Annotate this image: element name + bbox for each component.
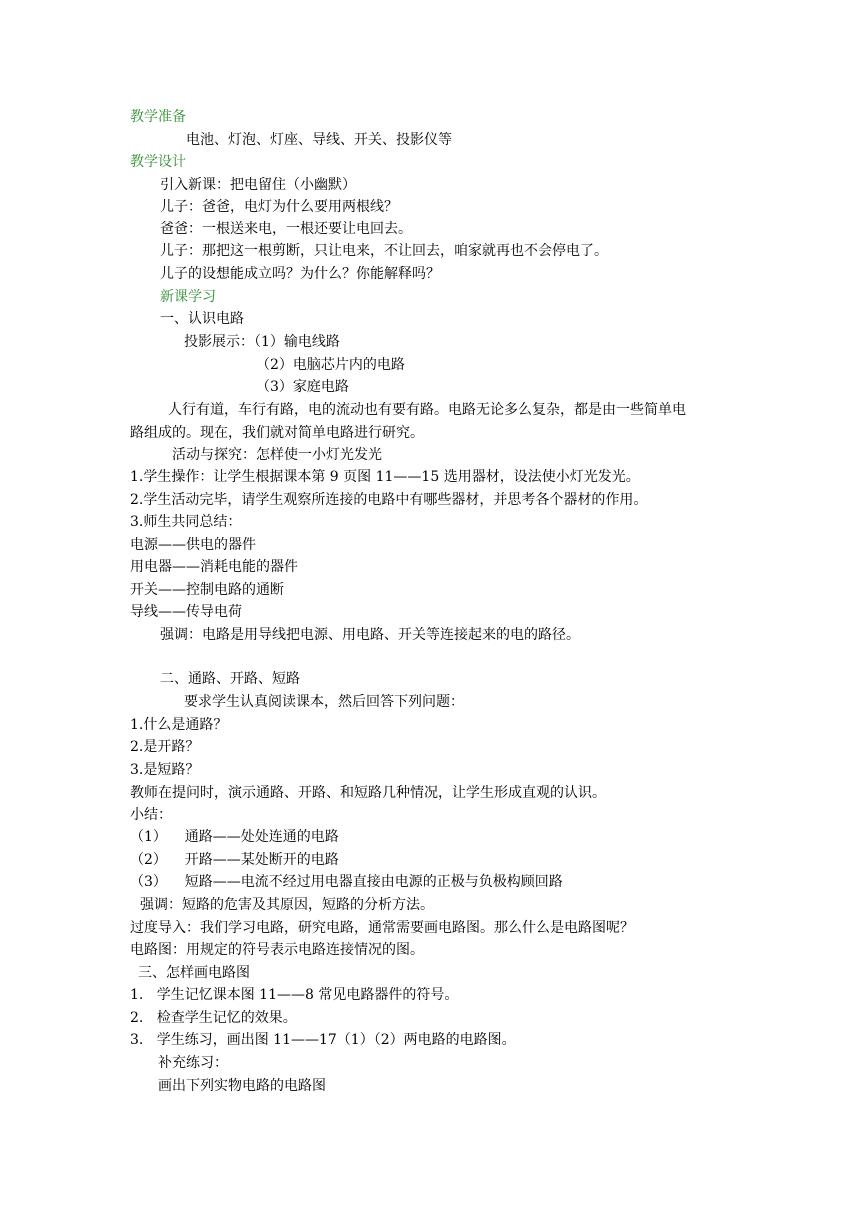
summary-wire: 导线——传导电荷 — [130, 604, 242, 620]
drawing-step-1: 1. 学生记忆课本图 11——8 常见电路器件的符号。 — [130, 987, 459, 1003]
dialogue-line-2: 爸爸：一根送来电，一根还要让电回去。 — [160, 221, 412, 237]
drawing-step-3: 3. 学生练习，画出图 11——17（1）（2）两电路的电路图。 — [130, 1032, 516, 1048]
dialogue-line-3: 儿子：那把这一根剪断，只让电来，不让回去，咱家就再也不会停电了。 — [160, 243, 608, 259]
supplementary-task: 画出下列实物电路的电路图 — [158, 1078, 326, 1094]
section-1-title: 一、认识电路 — [160, 311, 244, 327]
projection-line-1: 投影展示：（1）输电线路 — [184, 334, 340, 350]
transition-line: 过度导入：我们学习电路，研究电路，通常需要画电路图。那么什么是电路图呢？ — [130, 920, 634, 936]
reading-instruction: 要求学生认真阅读课本，然后回答下列问题： — [184, 694, 464, 710]
step-1: 1.学生操作：让学生根据课本第 9 页图 11——15 选用器材，设法使小灯光发光。 — [130, 469, 640, 485]
supplementary-label: 补充练习： — [158, 1055, 228, 1071]
paragraph-line-1: 人行有道，车行有路，电的流动也有要有路。电路无论多么复杂，都是由一些简单电 — [168, 402, 686, 418]
step-2: 2.学生活动完毕，请学生观察所连接的电路中有哪些器材，并思考各个器材的作用。 — [130, 492, 648, 508]
summary-item-2: （2） 开路——某处断开的电路 — [130, 852, 339, 868]
emphasis-line-2: 强调：短路的危害及其原因，短路的分析方法。 — [140, 897, 434, 913]
summary-label: 小结： — [130, 807, 172, 823]
question-line: 儿子的设想能成立吗？为什么？你能解释吗？ — [160, 266, 440, 282]
projection-line-3: （3）家庭电路 — [256, 379, 349, 395]
dialogue-line-1: 儿子：爸爸，电灯为什么要用两根线？ — [160, 199, 398, 215]
activity-line: 活动与探究：怎样使一小灯光发光 — [172, 447, 382, 463]
section-3-title: 三、怎样画电路图 — [138, 965, 250, 981]
intro-line: 引入新课：把电留住（小幽默） — [160, 177, 356, 193]
question-1: 1.什么是通路？ — [130, 717, 228, 733]
question-2: 2.是开路？ — [130, 739, 200, 755]
summary-item-3: （3） 短路——电流不经过用电器直接由电源的正极与负极构顾回路 — [130, 874, 563, 890]
materials-list: 电池、灯泡、灯座、导线、开关、投影仪等 — [186, 132, 452, 148]
paragraph-line-2: 路组成的。现在，我们就对简单电路进行研究。 — [130, 425, 424, 441]
definition-line: 电路图：用规定的符号表示电路连接情况的图。 — [130, 942, 424, 958]
summary-load: 用电器——消耗电能的器件 — [130, 559, 298, 575]
section-2-title: 二、通路、开路、短路 — [160, 671, 300, 687]
teacher-demo-line: 教师在提问时，演示通路、开路、和短路几种情况，让学生形成直观的认识。 — [130, 785, 606, 801]
summary-power: 电源——供电的器件 — [130, 537, 256, 553]
drawing-step-2: 2. 检查学生记忆的效果。 — [130, 1010, 297, 1026]
summary-switch: 开关——控制电路的通断 — [130, 582, 284, 598]
step-3: 3.师生共同总结： — [130, 514, 242, 530]
projection-line-2: （2）电脑芯片内的电路 — [256, 357, 405, 373]
heading-teaching-design: 教学设计 — [130, 154, 186, 170]
emphasis-line-1: 强调：电路是用导线把电源、用电路、开关等连接起来的电的路径。 — [160, 627, 580, 643]
summary-item-1: （1） 通路——处处连通的电路 — [130, 829, 339, 845]
question-3: 3.是短路？ — [130, 762, 200, 778]
heading-new-lesson: 新课学习 — [160, 289, 216, 305]
heading-teaching-prep: 教学准备 — [130, 109, 186, 125]
